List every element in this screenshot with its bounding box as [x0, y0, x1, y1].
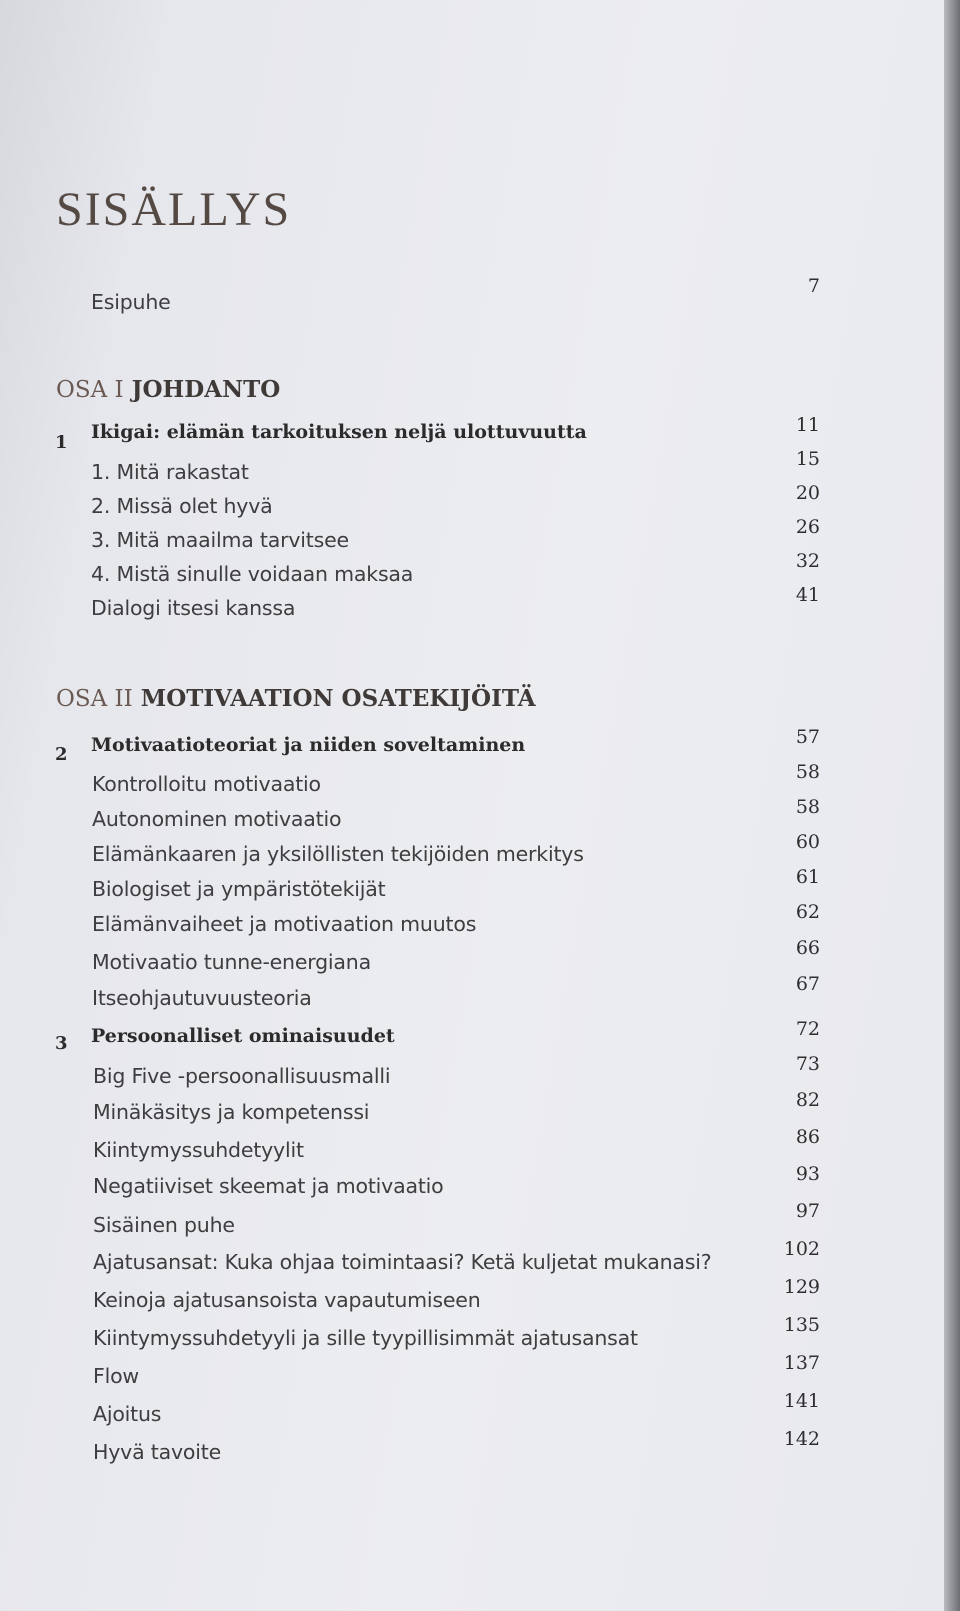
chapter-1-page-number: 11 — [795, 414, 820, 436]
toc-entry-page: 26 — [795, 516, 820, 538]
toc-entry-page: 20 — [795, 482, 820, 504]
toc-entry-label: Sisäinen puhe — [93, 1213, 235, 1237]
toc-entry-page: 86 — [795, 1126, 820, 1148]
page-edge — [944, 0, 960, 1611]
toc-entry-page: 82 — [795, 1089, 820, 1111]
toc-entry-page: 137 — [783, 1352, 820, 1374]
toc-entry-page: 66 — [795, 937, 820, 959]
chapter-1-number: 1 — [55, 432, 68, 453]
toc-entry-label: 3. Mitä maailma tarvitsee — [91, 528, 349, 552]
toc-entry-label: Motivaatio tunne-energiana — [92, 950, 371, 974]
toc-entry-label: Minäkäsitys ja kompetenssi — [93, 1100, 370, 1124]
intro-label: Esipuhe — [91, 290, 171, 314]
toc-entry-page: 58 — [795, 761, 820, 783]
toc-entry-page: 58 — [795, 796, 820, 818]
toc-entry-label: Big Five -persoonallisuusmalli — [93, 1064, 391, 1088]
toc-entry-label: Elämänkaaren ja yksilöllisten tekijöiden merkitys — [92, 842, 584, 866]
toc-entry-page: 141 — [783, 1390, 820, 1412]
part-2-title: MOTIVAATION OSATEKIJÖITÄ — [140, 685, 536, 712]
toc-entry-label: Dialogi itsesi kanssa — [91, 596, 296, 620]
toc-entry-label: Keinoja ajatusansoista vapautumiseen — [93, 1288, 481, 1312]
toc-entry-page: 73 — [795, 1053, 820, 1075]
toc-entry-label: Biologiset ja ympäristötekijät — [92, 877, 386, 901]
part-1-prefix: OSA I — [56, 377, 124, 403]
part-2-prefix: OSA II — [56, 686, 133, 712]
chapter-1-title: Ikigai: elämän tarkoituksen neljä ulottuvuutta — [91, 421, 587, 443]
toc-entry-page: 61 — [795, 866, 820, 888]
toc-entry-label: Ajatusansat: Kuka ohjaa toimintaasi? Ketä kuljetat mukanasi? — [93, 1250, 712, 1274]
chapter-2-number: 2 — [55, 744, 68, 765]
toc-entry-page: 102 — [783, 1238, 820, 1260]
chapter-3-page-number: 72 — [795, 1018, 820, 1040]
part-2-heading — [56, 685, 536, 712]
chapter-2-page-number: 57 — [795, 726, 820, 748]
toc-entry-page: 93 — [795, 1163, 820, 1185]
chapter-3-number: 3 — [55, 1033, 68, 1054]
toc-entry-page: 135 — [783, 1314, 820, 1336]
toc-entry-page: 97 — [795, 1200, 820, 1222]
toc-entry-label: 4. Mistä sinulle voidaan maksaa — [91, 562, 414, 586]
chapter-3-title: Persoonalliset ominaisuudet — [91, 1025, 395, 1047]
toc-entry-label: Kontrolloitu motivaatio — [92, 772, 321, 796]
toc-entry-label: Autonominen motivaatio — [92, 807, 342, 831]
part-1-heading — [56, 376, 280, 403]
toc-entry-page: 60 — [795, 831, 820, 853]
chapter-2-title: Motivaatioteoriat ja niiden soveltaminen — [91, 734, 526, 756]
toc-entry-page: 32 — [795, 550, 820, 572]
toc-entry-label: Ajoitus — [93, 1402, 162, 1426]
toc-entry-page: 67 — [795, 973, 820, 995]
toc-entry-label: 1. Mitä rakastat — [91, 460, 249, 484]
toc-entry-page: 41 — [795, 584, 820, 606]
toc-entry-page: 129 — [783, 1276, 820, 1298]
page-title: SISÄLLYS — [56, 183, 292, 236]
part-1-title: JOHDANTO — [131, 376, 281, 403]
toc-entry-label: Itseohjautuvuusteoria — [92, 986, 312, 1010]
toc-entry-page: 142 — [783, 1428, 820, 1450]
toc-entry-page: 62 — [795, 901, 820, 923]
toc-entry-label: Kiintymyssuhdetyyli ja sille tyypillisimmät ajatusansat — [93, 1326, 638, 1350]
toc-entry-label: 2. Missä olet hyvä — [91, 494, 273, 518]
toc-entry-label: Negatiiviset skeemat ja motivaatio — [93, 1174, 444, 1198]
toc-entry-label: Hyvä tavoite — [93, 1440, 221, 1464]
toc-entry-label: Elämänvaiheet ja motivaation muutos — [92, 912, 477, 936]
toc-entry-page: 15 — [795, 448, 820, 470]
intro-page-number: 7 — [807, 275, 820, 297]
toc-entry-label: Flow — [93, 1364, 139, 1388]
toc-entry-label: Kiintymyssuhdetyylit — [93, 1138, 304, 1162]
